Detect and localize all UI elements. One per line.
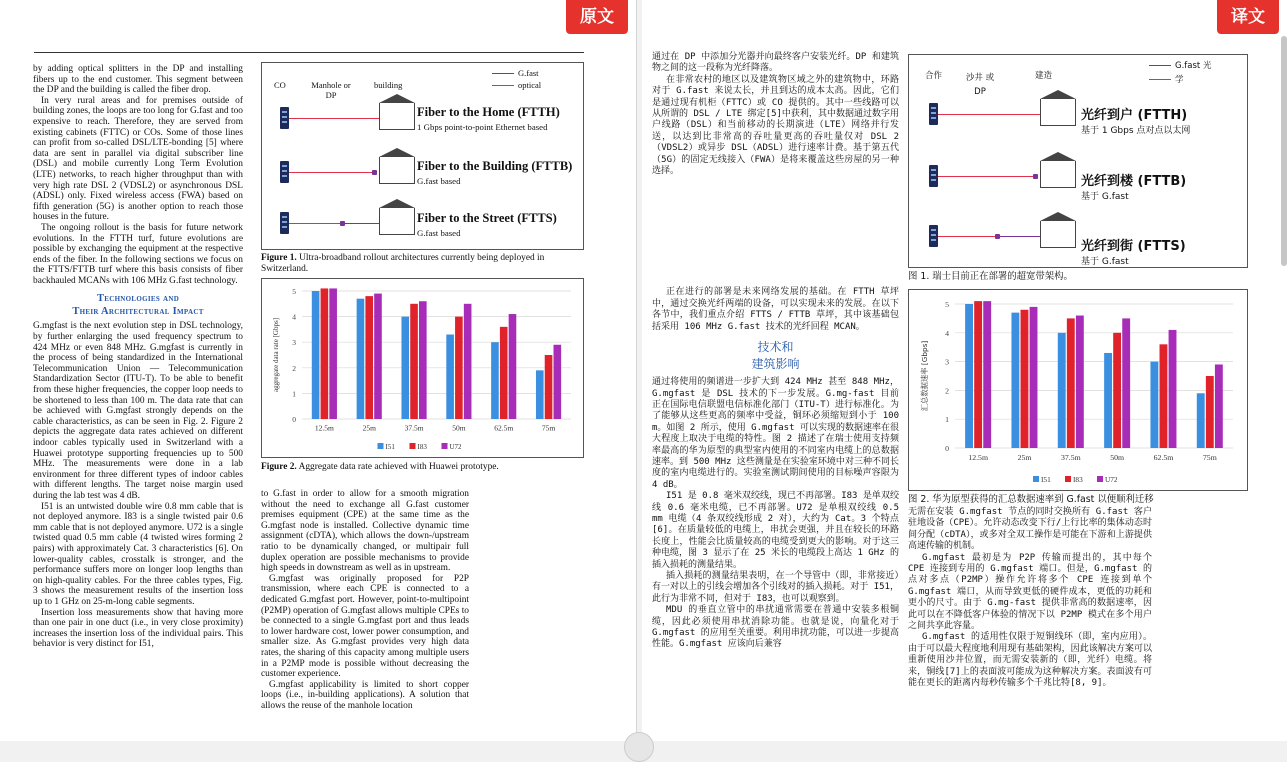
server-rack-icon (929, 103, 938, 125)
legend-swatch (1097, 476, 1103, 482)
paragraph: 正在进行的部署是未来网络发展的基础。在 FTTH 草坪中，通过交换光纤两端的设备，可以实现未来的发展。在以下各节中，我们重点介绍 FTTS / FTTB 草坪，其中该基础包括采用 106 MHz G.fast 技术的光纤回程 MCAN。 (652, 287, 899, 332)
paragraph: G.mgfast applicability is limited to short copper loops (i.e., in-building applications). A solution that allows the reuse of the manhole location (261, 679, 469, 711)
y-tick-label: 5 (292, 287, 296, 296)
legend-label: U72 (449, 443, 462, 451)
bar-u72 (1030, 307, 1038, 448)
bar-i83 (1021, 310, 1029, 448)
optical-line (938, 236, 996, 237)
legend-label: I83 (1073, 475, 1083, 484)
x-tick-label: 25m (1017, 452, 1032, 462)
paragraph: G.mgfast was originally proposed for P2P transmission, where each CPE is connected to a dedicated G.mgfast port. However, point-to-multipoint (P2MP) operation of G.mgfast allows multiple CPEs to be connected to a single G.mgfast port and thus leads to lower hardware cost, lower power consumption, and smaller size. As G.mgfast provides very high data rates, the sharing of this capacity among multiple users in a P2MP mode is possible without decreasing the customer experience. (261, 573, 469, 680)
bar-i83 (1067, 318, 1075, 448)
translation-badge[interactable]: 译文 (1217, 0, 1279, 34)
legend-label: I83 (417, 443, 427, 451)
x-tick-label: 37.5m (404, 423, 424, 433)
optical-line (938, 176, 1034, 177)
bar-u72 (464, 304, 472, 419)
ftts-title: Fiber to the Street (FTTS) (417, 211, 557, 225)
figure-2-chart (261, 278, 584, 458)
y-tick-label: 0 (945, 444, 949, 453)
caption-text: Aggregate data rate achieved with Huawei prototype. (296, 462, 499, 472)
legend-swatch (410, 443, 416, 449)
bar-i51 (1150, 362, 1158, 448)
x-tick-label: 37.5m (1060, 452, 1081, 462)
legend-optical-label: optical (518, 80, 542, 90)
server-rack-icon (929, 225, 938, 247)
legend-swatch (378, 443, 384, 449)
paragraph: In very rural areas and for premises outside of building zones, the loops are too long for G.fast and too expensive to reach. Therefore, they are served from existing cabinets (FTTC) or COs. Some of those lines can profit from so-called DSL/LTE-bonding [5] where data are sent in parallel via digital subscriber line (DSL) and mobile currently Long Term Evolution (LTE) networks, to reach higher throughput than with very high rate DSL 2 (VDSL2) or asynchronous DSL (ADSL) only. Fixed wireless access (FWA) based on fifth generation (5G) is another option to reach those houses in the future. (33, 95, 243, 223)
bar-u72 (419, 301, 427, 419)
house-icon (379, 103, 415, 130)
bar-i83 (974, 301, 982, 448)
bar-i83 (500, 327, 508, 419)
house-icon (1040, 99, 1076, 126)
optical-line (289, 118, 379, 119)
bar-u72 (374, 294, 382, 419)
caption-label: Figure 1. (261, 253, 297, 263)
y-tick-label: 3 (945, 357, 949, 367)
gfast-line (1000, 236, 1040, 237)
ftth-subtitle: 基于 1 Gbps 点对点以太网 (1081, 126, 1191, 136)
bar-u72 (509, 314, 517, 419)
bar-i51 (965, 304, 973, 448)
legend-gfast-swatch (492, 73, 514, 74)
paragraph: 通过在 DP 中添加分光器并向最终客户安装光纤。DP 和建筑物之间的这一段称为光纤降落。 (652, 52, 899, 74)
y-tick-label: 3 (292, 338, 296, 348)
legend-gfast-label: G.fast (518, 68, 539, 78)
legend-optical (1149, 73, 1184, 85)
paragraph: 无需在安装 G.mgfast 节点的同时交换所有 G.fast 客户驻地设备（CPE）。允许动态改变下行/上行比率的集体动态时间分配（cDTA），或多对全双工操作是可能在下游和上游提供高速传输的机制。 (908, 507, 1152, 552)
caption-text: Ultra-broadband rollout architectures currently being deployed in Switzerland. (261, 253, 545, 274)
legend-label: I51 (385, 443, 395, 451)
ftts-subtitle: 基于 G.fast (1081, 257, 1129, 267)
legend-gfast-label: G.fast 光 (1175, 61, 1212, 71)
bar-i83 (1113, 333, 1121, 448)
ftts-subtitle: G.fast based (417, 228, 461, 238)
figure-1-caption: 图 1. 瑞士目前正在部署的超宽带架构。 (908, 271, 1073, 282)
y-tick-label: 5 (945, 300, 949, 309)
legend-optical (492, 80, 541, 90)
paragraph: The ongoing rollout is the basis for future network evolutions. In the FTTH turf, future evolutions are possible by exchanging the equipment at the respective ends of the fiber. In the following sections we focus on the FTTS/FTTB turf where this basis consists of fiber backhauled MCANs with 106 MHz G.fast technology. (33, 222, 243, 286)
server-rack-icon (929, 165, 938, 187)
bar-i51 (1058, 333, 1066, 448)
x-tick-label: 62.5m (1153, 452, 1174, 462)
legend-gfast-swatch (1149, 65, 1171, 66)
gfast-line (345, 223, 379, 224)
optical-line (289, 223, 341, 224)
x-tick-label: 25m (362, 423, 376, 433)
legend-label: I51 (1041, 475, 1051, 484)
paragraph: Insertion loss measurements show that having more than one pair in one duct (i.e., in very close proximity) increases the insertion loss of the individual pairs. This behavior is very distinct for I51, (33, 607, 243, 650)
bar-i83 (455, 317, 463, 419)
paragraph: by adding optical splitters in the DP and installing fibers up to the end customer. This segment between the DP and the building is called the fiber drop. (33, 64, 243, 96)
paragraph: 在非常农村的地区以及建筑物区域之外的建筑物中，环路对于 G.fast 来说太长，并且到达的成本太高。因此，它们是通过现有机柜（FTTC）或 CO 提供的。其中一些线路可以从所谓的 DSL / LTE 绑定[5]中获利，其中数据通过数字用户线路（DSL）和当前移动的长期演进（LTE）网络并行发送，以达到比非常高的吞吐量更高的吞吐量仅对 DSL 2（VDSL2）或异步 DSL（ADSL）进行速率计费。基于第五代（5G）的固定无线接入（FWA）是将来覆盖这些房屋的另一种选择。 (652, 74, 899, 177)
section-heading (652, 339, 899, 373)
y-axis-label: aggregate data rate [Gbps] (272, 317, 280, 393)
paragraph: I51 是 0.8 毫米双绞线，现已不再部署。I83 是单双绞线 0.6 毫米电缆，已不再部署。U72 是单根双绞线 0.5 mm 电缆（4 条双绞线形成 2 对），大约为 Cat。3 个特点[6]。在质量较低的电缆上，串扰会更强，并且在较长的环路长度上，性能会比质量较高的电缆受到更大的影响。对于这三种电缆，图 3 显示了在 25 米长的电缆段上高达 1 GHz 的插入损耗的测量结果。 (652, 491, 899, 570)
bar-i51 (401, 317, 409, 419)
optical-line (938, 114, 1040, 115)
figure-2-caption (261, 462, 583, 473)
house-icon (379, 157, 415, 184)
fttb-subtitle: 基于 G.fast (1081, 192, 1129, 202)
house-icon (1040, 221, 1076, 248)
x-tick-label: 75m (541, 423, 556, 433)
co-label: 合作 (925, 71, 943, 81)
y-axis-label: 汇总数据速率 [Gbps] (920, 340, 929, 412)
y-tick-label: 2 (945, 386, 949, 396)
y-tick-label: 1 (292, 389, 296, 399)
y-tick-label: 4 (292, 312, 296, 322)
legend-optical-swatch (492, 85, 514, 86)
building-label: building (374, 80, 403, 90)
bar-i51 (1197, 393, 1205, 448)
left-column-1 (33, 64, 243, 650)
y-tick-label: 2 (292, 363, 296, 373)
section-heading-line: Their Architectural Impact (72, 306, 204, 318)
bar-i83 (1206, 376, 1214, 448)
right-column-2 (908, 507, 1152, 690)
bar-i51 (536, 370, 544, 419)
paragraph: G.mgfast 最初是为 P2P 传输而提出的，其中每个 CPE 连接到专用的 G.mgfast 端口。但是，G.mgfast 的点对多点（P2MP）操作允许将多个 CPE 连接到单个 G.mgfast 端口，从而导致更低的硬件成本，更低的功耗和更小的尺寸。由于 G.mg-fast 提供非常高的数据速率，因此可以在不降低客户体验的情况下以 P2MP 模式在多个用户之间共享此容量。 (908, 552, 1152, 632)
x-tick-label: 62.5m (494, 423, 514, 433)
caption-label: Figure 2. (261, 462, 297, 472)
header-rule (34, 52, 584, 53)
fttb-title: Fiber to the Building (FTTB) (417, 159, 573, 173)
x-tick-label: 12.5m (314, 423, 334, 433)
paragraph: MDU 的垂直立管中的串扰通常需要在普通中安装多根铜缆，因此必须使用串扰消除功能。也就是说，向量化对于 G.mgfast 的应用至关重要。利用串扰功能，可以进一步提高性能。G.mgfast 应该向后兼容 (652, 605, 899, 650)
building-label: 建造 (1035, 71, 1053, 81)
house-icon (379, 208, 415, 235)
section-heading-line: Technologies and (96, 293, 180, 305)
ftth-title: Fiber to the Home (FTTH) (417, 105, 560, 119)
x-tick-label: 50m (1110, 452, 1125, 462)
figure-1-architecture-translated (908, 54, 1248, 268)
legend-swatch (1065, 476, 1071, 482)
original-badge[interactable]: 原文 (566, 0, 628, 34)
gfast-node-icon (1033, 174, 1038, 179)
server-rack-icon (280, 212, 289, 234)
figure-1-caption (261, 253, 583, 275)
scrollbar[interactable] (1281, 36, 1287, 266)
section-heading-line: 技术和 (757, 340, 794, 355)
left-column-2 (261, 489, 469, 711)
legend-label: U72 (1105, 475, 1118, 484)
translation-pane[interactable] (642, 0, 1287, 741)
scroll-sync-button[interactable] (624, 732, 654, 762)
paragraph: 通过将使用的频谱进一步扩大到 424 MHz 甚至 848 MHz，G.mgfast 是 DSL 技术的下一步发展。G.mg-fast 目前正在国际电信联盟电信标准化部门（ITU-T）进行标准化。为了能够从这些更高的频率中受益，铜环必须缩短到小于 100 m。如图 2 所示，使用 G.mgfast 可以实现的数据速率在很大程度上取决于电缆的特性。图 2 描述了在瑞士使用支持频率最高的华为原型的典型室内使用的不同室内电缆上的总数据速率。到 500 MHz 这些测量是在实验室环境中对三种不同长度的室内电缆进行的。实验室测试期间使用的目标噪声容限为 4 dB。 (652, 377, 899, 490)
bar-i83 (321, 288, 329, 419)
bar-i51 (1011, 313, 1019, 448)
y-tick-label: 0 (292, 415, 296, 424)
paragraph: to G.fast in order to allow for a smooth migration without the need to exchange all G.fast customer premises equipment (CPE) at the same time as the G.mgfast node is installed. Collective dynamic time assignment (cDTA), which allows the down-/upstream ratio to be dynamically changed, or multipair full duplex operation are possible mechanisms to provide high speeds in downstream as well as in upstream. (261, 489, 469, 574)
legend-swatch (442, 443, 448, 449)
gfast-node-icon (372, 170, 377, 175)
fttb-subtitle: G.fast based (417, 176, 461, 186)
paragraph: G.mgfast is the next evolution step in DSL technology, by further enlarging the used frequency spectrum to 424 MHz or even 848 MHz. G.mgfast is currently in the process of being standardized in the International Telecommunication Union — Telecommunication Standardization Sector (ITU-T). To be able to benefit from these higher frequencies, the copper loop needs to be shortened to less than 100 m. The data rate that can be achieved with G.mgfast strongly depends on the cable characteristics, as can be seen in Fig. 2. Figure 2 depicts the aggregate data rates achieved on different indoor cables typically used in Switzerland with a Huawei prototype supporting frequencies up to 500 MHz. The measurements were done in a lab environment for three different types of indoor cables with different lengths. The target noise margin used during the lab test was 4 dB. (33, 321, 243, 501)
house-icon (1040, 161, 1076, 188)
bar-i51 (357, 299, 365, 419)
paragraph: 插入损耗的测量结果表明，在一个导管中（即，非常接近）有一对以上的引线会增加各个引线对的插入损耗。对于 I51，此行为非常不同，但对于 I83，也可以观察到。 (652, 571, 899, 604)
legend-optical-swatch (1149, 79, 1171, 80)
bar-u72 (1076, 316, 1084, 448)
legend-swatch (1033, 476, 1039, 482)
bar-u72 (1122, 318, 1130, 448)
original-pane[interactable] (0, 0, 637, 741)
bar-u72 (983, 301, 991, 448)
legend-gfast (492, 68, 539, 78)
bar-i51 (446, 335, 454, 419)
bar-u72 (1215, 364, 1223, 448)
x-tick-label: 50m (452, 423, 466, 433)
figure-1-architecture (261, 62, 584, 250)
manhole-label: 沙井 或 DP (965, 73, 995, 97)
ftts-title: 光纤到街 (FTTS) (1081, 239, 1186, 254)
bar-i51 (1104, 353, 1112, 448)
bar-u72 (553, 345, 561, 419)
legend-gfast (1149, 59, 1211, 71)
bar-i83 (1160, 344, 1168, 448)
figure-2-chart-translated (908, 289, 1248, 491)
ftth-title: 光纤到户 (FTTH) (1081, 108, 1188, 123)
section-heading (33, 292, 243, 318)
manhole-label: Manhole or DP (311, 80, 351, 100)
bar-chart (262, 279, 583, 457)
server-rack-icon (280, 161, 289, 183)
paragraph: I51 is an untwisted double wire 0.8 mm cable that is not deployed anymore. I83 is a single twisted pair 0.6 mm cable that is not deployed anymore. U72 is a single twisted quad 0.5 mm cable (4 twisted wires forming 2 pairs) with approximately Cat. 3 characteristics [6]. On lower-quality cables, crosstalk is stronger, and the performance suffers more on longer loop lengths than on high-quality cables. For the three cables types, Fig. 3 shows the measurement results of the insertion loss up to 1 GHz on 25-m-long cable segments. (33, 501, 243, 607)
co-label: CO (274, 80, 286, 90)
ftth-subtitle: 1 Gbps point-to-point Ethernet based (417, 122, 548, 132)
section-heading-line: 建筑影响 (751, 357, 800, 372)
bar-i51 (491, 342, 499, 419)
right-column-1 (652, 52, 899, 651)
fttb-title: 光纤到楼 (FTTB) (1081, 174, 1187, 189)
bar-u72 (329, 288, 337, 419)
optical-line (289, 172, 373, 173)
bar-chart (909, 290, 1247, 490)
figure-2-caption: 图 2. 华为原型获得的汇总数据速率到 G.fast 以便顺利迁移 (908, 494, 1154, 505)
y-tick-label: 4 (945, 328, 949, 338)
bar-i83 (545, 355, 553, 419)
bar-i83 (365, 296, 373, 419)
legend-optical-label: 学 (1175, 75, 1184, 85)
x-tick-label: 75m (1202, 452, 1217, 462)
server-rack-icon (280, 107, 289, 129)
paragraph: G.mgfast 的适用性仅限于短铜线环（即，室内应用）。由于可以最大程度地利用现有基础架构，因此该解决方案可以重新使用沙井位置，而无需安装新的（即，光纤）电缆。将来，铜线[7]上的表面波可能成为这种解决方案。表面波有可能在更长的距离内每秒传输多个千兆比特[8, 9]。 (908, 632, 1152, 689)
bar-i51 (312, 291, 320, 419)
bar-u72 (1169, 330, 1177, 448)
x-tick-label: 12.5m (968, 452, 989, 462)
bar-i83 (410, 304, 418, 419)
y-tick-label: 1 (945, 415, 949, 425)
